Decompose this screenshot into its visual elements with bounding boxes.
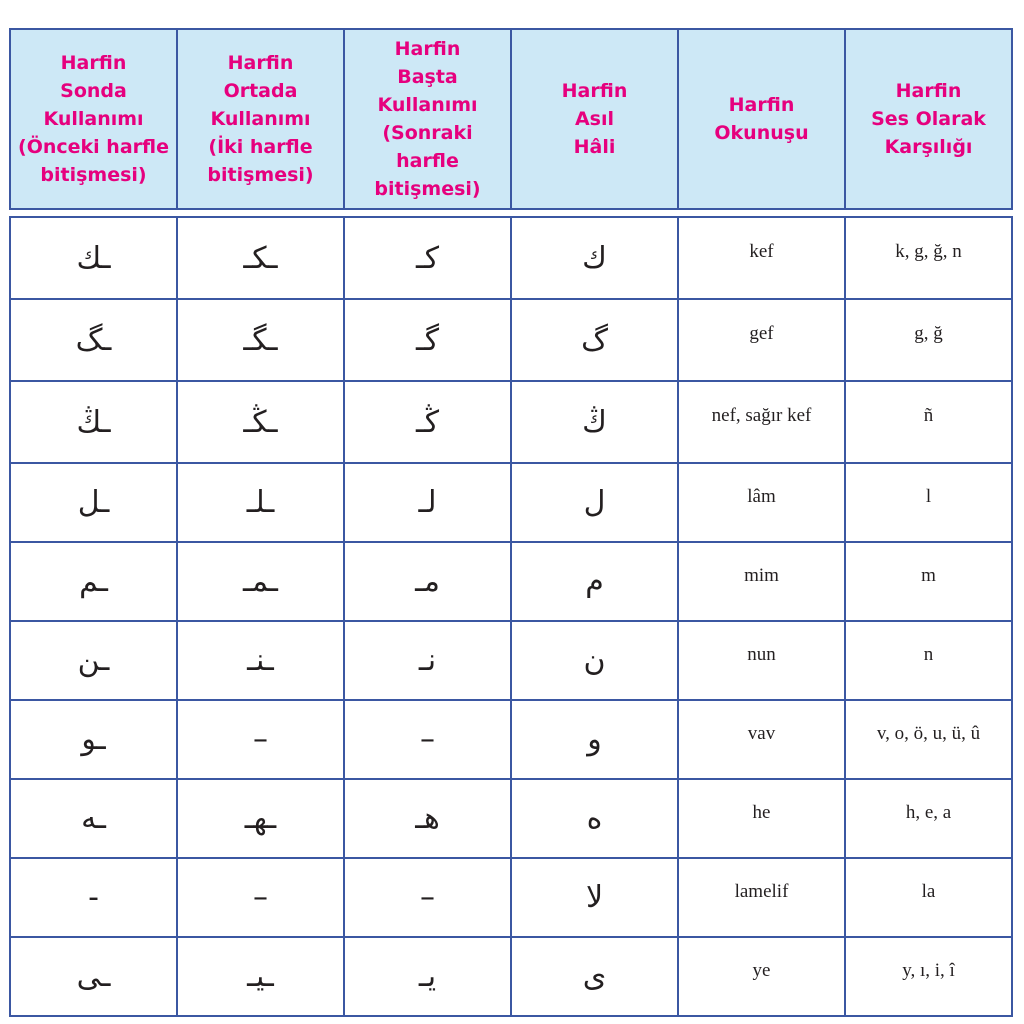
initial-form-cell: هـ [344, 779, 511, 858]
sound-value-text: n [923, 643, 934, 665]
isolated-form-cell: لا [511, 858, 678, 937]
medial-form-cell: ـمـ [177, 542, 344, 621]
final-form-cell: - [10, 858, 177, 937]
table-row [10, 299, 1012, 381]
table-row [10, 621, 1012, 700]
table-row [10, 700, 1012, 779]
pronunciation-text: mim [744, 564, 779, 586]
initial-form-cell: مـ [344, 542, 511, 621]
initial-form-cell: – [344, 858, 511, 937]
medial-form-cell: ـگـ [177, 299, 344, 381]
medial-form-cell: – [177, 858, 344, 937]
isolated-form-cell: گ [511, 299, 678, 381]
sound-value-text: la [921, 880, 936, 902]
final-form-cell: ـك [10, 217, 177, 299]
initial-form-cell: كـ [344, 217, 511, 299]
header-medial-form: Harfin Ortada Kullanımı (İki harfle bitişmesi) [177, 29, 344, 209]
initial-form-cell: لـ [344, 463, 511, 542]
table-row [10, 463, 1012, 542]
isolated-form-cell: ل [511, 463, 678, 542]
sound-value-cell [845, 858, 1012, 937]
isolated-form-cell: ك [511, 217, 678, 299]
isolated-form-cell: ن [511, 621, 678, 700]
medial-form-cell: ـڭـ [177, 381, 344, 463]
isolated-form-cell: و [511, 700, 678, 779]
table-row [10, 937, 1012, 1016]
pronunciation-text: lâm [747, 485, 776, 507]
final-form-cell: ـڭ [10, 381, 177, 463]
header-pronunciation: Harfin Okunuşu [678, 29, 845, 209]
header-isolated-form: Harfin Asıl Hâli [511, 29, 678, 209]
pronunciation-text: lamelif [734, 880, 789, 902]
header-final-form: Harfin Sonda Kullanımı (Önceki harfle bitişmesi) [10, 29, 177, 209]
sound-value-cell [845, 937, 1012, 1016]
sound-value-text: h, e, a [905, 801, 952, 823]
isolated-form-cell: ى [511, 937, 678, 1016]
isolated-form-cell: ڭ [511, 381, 678, 463]
medial-form-cell: ـهـ [177, 779, 344, 858]
initial-form-cell: گـ [344, 299, 511, 381]
header-row [10, 29, 1012, 209]
medial-form-cell: ـنـ [177, 621, 344, 700]
sound-value-text: y, ı, i, î [902, 959, 955, 981]
sound-value-text: l [925, 485, 932, 507]
sound-value-text: v, o, ö, u, ü, û [876, 722, 981, 744]
table-row [10, 217, 1012, 299]
final-form-cell: ـل [10, 463, 177, 542]
sound-value-cell [845, 299, 1012, 381]
letters-table [9, 216, 1013, 1017]
pronunciation-cell [678, 621, 845, 700]
sound-value-text: ñ [923, 405, 934, 426]
final-form-cell: ـه [10, 779, 177, 858]
pronunciation-cell [678, 299, 845, 381]
pronunciation-cell [678, 542, 845, 621]
pronunciation-text: nef, sağır kef [711, 405, 812, 426]
header-table [9, 28, 1013, 210]
pronunciation-text: vav [747, 722, 776, 744]
pronunciation-text: gef [749, 323, 774, 344]
final-form-cell: ـم [10, 542, 177, 621]
final-form-cell: ـى [10, 937, 177, 1016]
sound-value-cell [845, 621, 1012, 700]
sound-value-text: m [921, 564, 936, 586]
sound-value-cell [845, 700, 1012, 779]
sound-value-text: g, ğ [914, 323, 943, 344]
header-initial-form: Harfin Başta Kullanımı (Sonraki harfle bitişmesi) [344, 29, 511, 209]
final-form-cell: ـو [10, 700, 177, 779]
isolated-form-cell: ه [511, 779, 678, 858]
header-sound-value: Harfin Ses Olarak Karşılığı [845, 29, 1012, 209]
initial-form-cell: نـ [344, 621, 511, 700]
isolated-form-cell: م [511, 542, 678, 621]
pronunciation-text: he [752, 801, 771, 823]
pronunciation-cell [678, 779, 845, 858]
pronunciation-cell [678, 381, 845, 463]
final-form-cell: ـگ [10, 299, 177, 381]
sound-value-cell [845, 542, 1012, 621]
pronunciation-cell [678, 463, 845, 542]
medial-form-cell: ـلـ [177, 463, 344, 542]
pronunciation-text: kef [749, 241, 774, 262]
medial-form-cell: ـكـ [177, 217, 344, 299]
pronunciation-cell [678, 937, 845, 1016]
sound-value-cell [845, 779, 1012, 858]
sound-value-cell [845, 381, 1012, 463]
letters-table-body [10, 217, 1012, 1016]
sound-value-text: k, g, ğ, n [895, 241, 962, 262]
initial-form-cell: – [344, 700, 511, 779]
medial-form-cell: ـيـ [177, 937, 344, 1016]
sound-value-cell [845, 217, 1012, 299]
initial-form-cell: ڭـ [344, 381, 511, 463]
table-row [10, 542, 1012, 621]
table-row [10, 381, 1012, 463]
pronunciation-cell [678, 700, 845, 779]
pronunciation-cell [678, 217, 845, 299]
pronunciation-cell [678, 858, 845, 937]
sound-value-cell [845, 463, 1012, 542]
table-row [10, 858, 1012, 937]
pronunciation-text: nun [747, 643, 776, 665]
pronunciation-text: ye [752, 959, 771, 981]
table-row [10, 779, 1012, 858]
final-form-cell: ـن [10, 621, 177, 700]
initial-form-cell: يـ [344, 937, 511, 1016]
medial-form-cell: – [177, 700, 344, 779]
